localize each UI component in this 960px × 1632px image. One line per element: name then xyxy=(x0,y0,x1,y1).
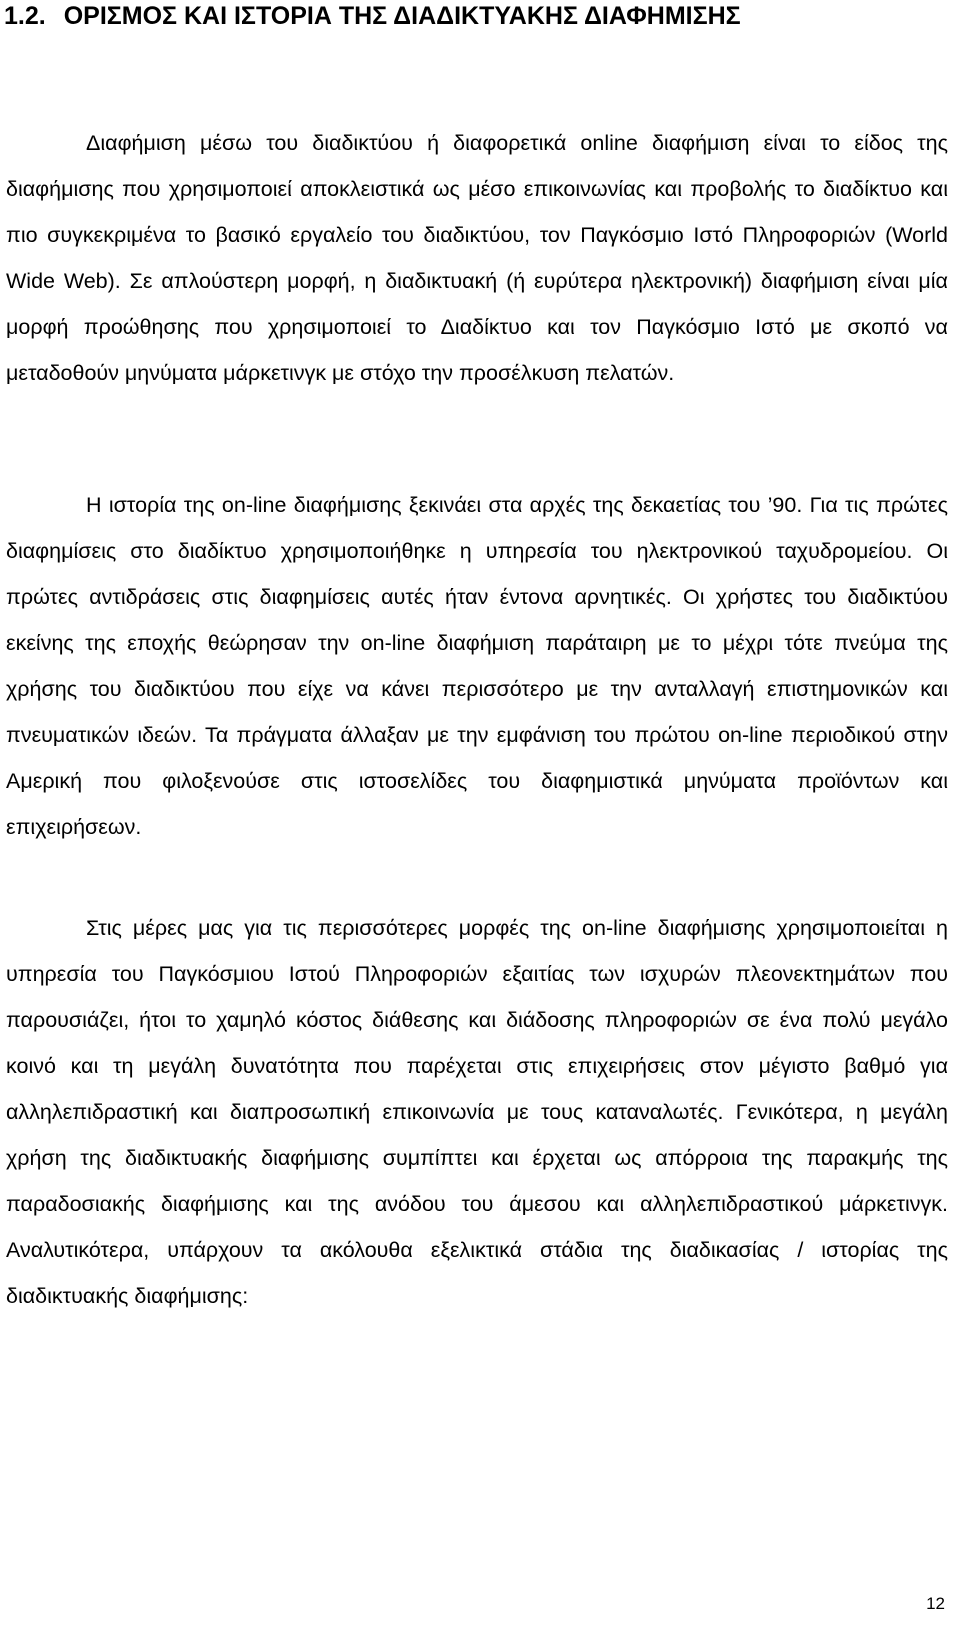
paragraph-history: Η ιστορία της on-line διαφήμισης ξεκινάει στα αρχές της δεκαετίας του ’90. Για τις πρώτες διαφημίσεις στο διαδίκτυο χρησιμοποιήθηκε η υπηρεσία του ηλεκτρονικού ταχυδρομείου. Οι πρώτες αντιδράσεις στις διαφημίσεις αυτές ήταν έντονα αρνητικές. Οι χρήστες του διαδικτύου εκείνης της εποχής θεώρησαν την on-line διαφήμιση παράταιρη με το μέχρι τότε πνεύμα της χρήσης του διαδικτύου που είχε να κάνει περισσότερο με την ανταλλαγή επιστημονικών και πνευματικών ιδεών. Τα πράγματα άλλαξαν με την εμφάνιση του πρώτου on-line περιοδικού στην Αμερική που φιλοξενούσε στις ιστοσελίδες του διαφημιστικά μηνύματα προϊόντων και επιχειρήσεων. xyxy=(6,493,948,839)
paragraph-today: Στις μέρες μας για τις περισσότερες μορφές της on-line διαφήμισης χρησιμοποιείται η υπηρεσία του Παγκόσμιου Ιστού Πληροφοριών εξαιτίας των ισχυρών πλεονεκτημάτων που παρουσιάζει, ήτοι το χαμηλό κόστος διάθεσης και διάδοσης πληροφοριών σε ένα πολύ μεγάλο κοινό και τη μεγάλη δυνατότητα που παρέχεται στις επιχειρήσεις στον μέγιστο βαθμό για αλληλεπιδραστική και διαπροσωπική επικοινωνία με τους καταναλωτές. Γενικότερα, η μεγάλη χρήση της διαδικτυακής διαφήμισης συμπίπτει και έρχεται ως απόρροια της παρακμής της παραδοσιακής διαφήμισης και της ανόδου του άμεσου και αλληλεπιδραστικού μάρκετινγκ. Αναλυτικότερα, υπάρχουν τα ακόλουθα εξελικτικά στάδια της διαδικασίας / ιστορίας της διαδικτυακής διαφήμισης: xyxy=(6,916,948,1308)
section-title: ΟΡΙΣΜΟΣ ΚΑΙ ΙΣΤΟΡΙΑ ΤΗΣ ΔΙΑΔΙΚΤΥΑΚΗΣ ΔΙΑΦΗΜΙΣΗΣ xyxy=(63,2,741,30)
page-number: 12 xyxy=(926,1594,945,1613)
paragraph-definition: Διαφήμιση μέσω του διαδικτύου ή διαφορετικά online διαφήμιση είναι το είδος της διαφήμισης που χρησιμοποιεί αποκλειστικά ως μέσο επικοινωνίας και προβολής το διαδίκτυο και πιο συγκεκριμένα το βασικό εργαλείο του διαδικτύου, τον Παγκόσμιο Ιστό Πληροφοριών (World Wide Web). Σε απλούστερη μορφή, η διαδικτυακή (ή ευρύτερα ηλεκτρονική) διαφήμιση είναι μία μορφή προώθησης που χρησιμοποιεί το Διαδίκτυο και τον Παγκόσμιο Ιστό με σκοπό να μεταδοθούν μηνύματα μάρκετινγκ με στόχο την προσέλκυση πελατών. xyxy=(6,131,948,385)
section-number: 1.2. xyxy=(4,2,46,30)
section-heading xyxy=(4,2,741,31)
